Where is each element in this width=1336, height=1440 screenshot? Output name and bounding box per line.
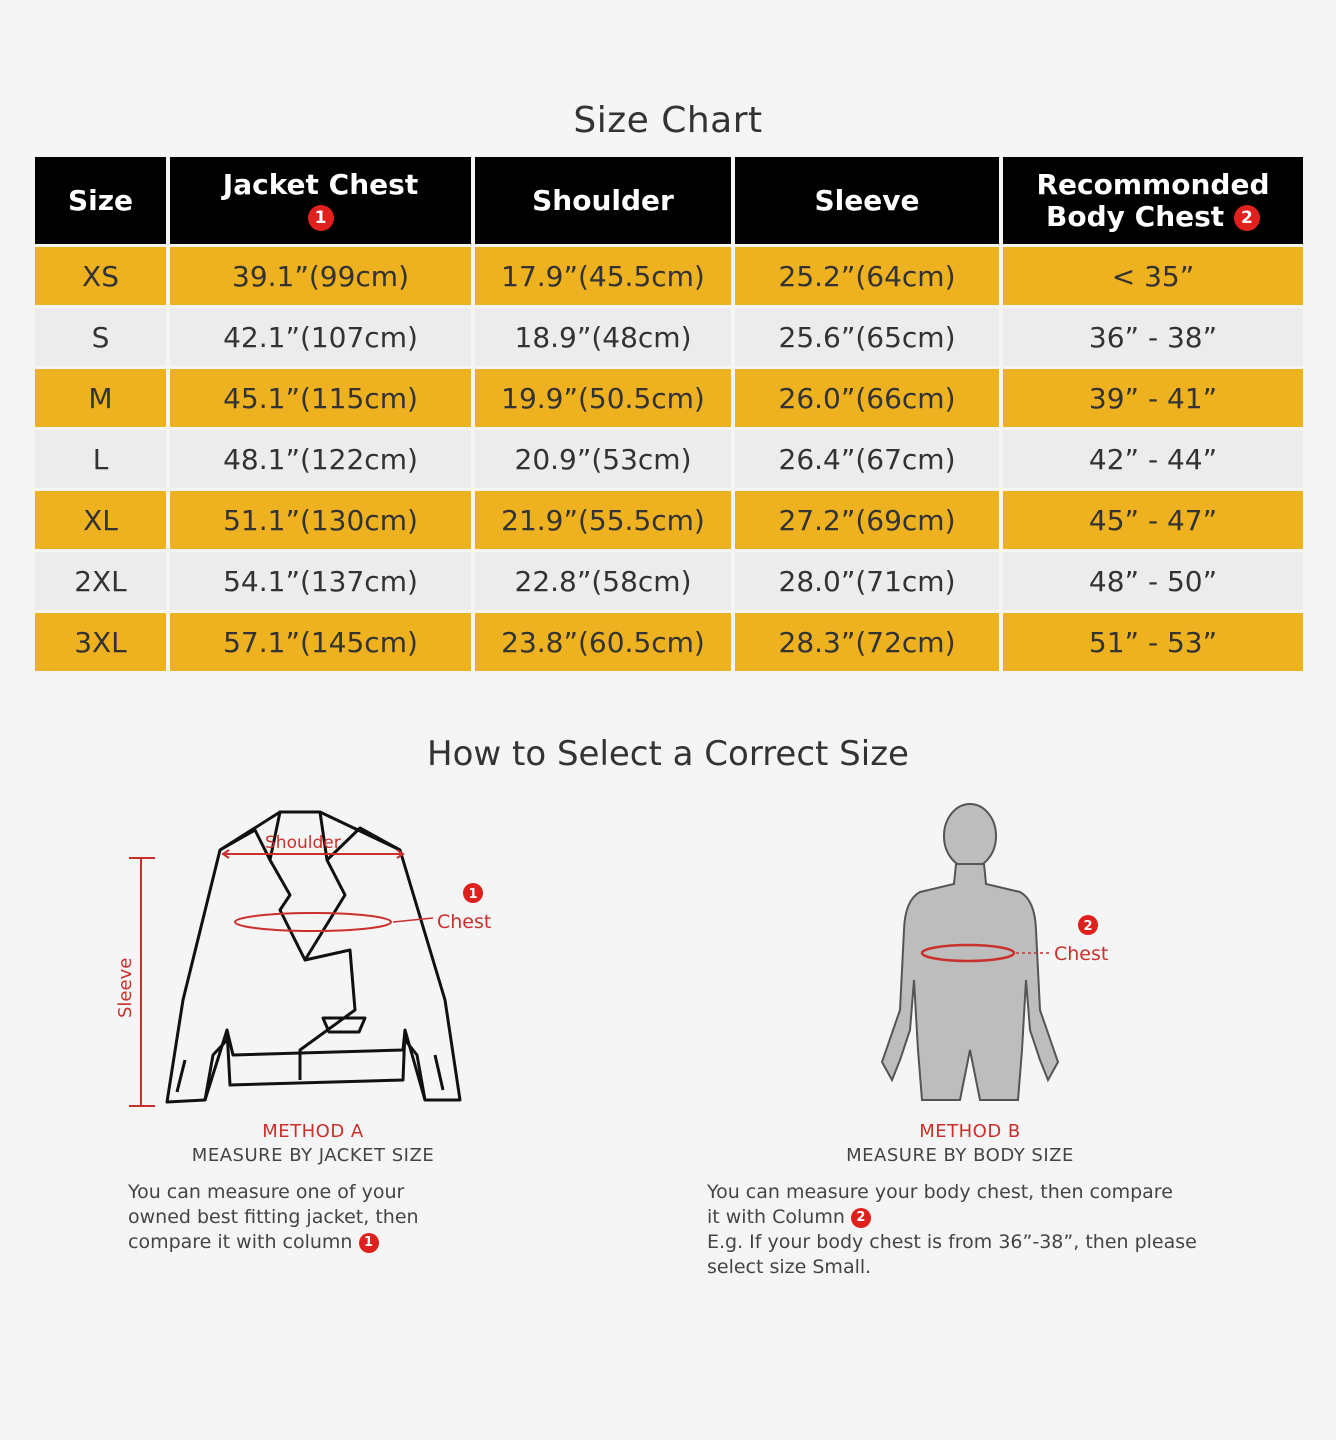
header-shoulder: Shoulder: [473, 157, 733, 246]
jacket-chest-badge-number: 1: [468, 887, 478, 902]
sleeve-cell: 26.0”(66cm): [733, 368, 1001, 429]
method-a-badge: 1: [359, 1233, 379, 1253]
jacket-chest-pointer: [393, 918, 433, 922]
method-b-line2: it with Column: [707, 1206, 845, 1228]
method-a-line1: You can measure one of your: [128, 1181, 405, 1203]
shoulder-cell: 19.9”(50.5cm): [473, 368, 733, 429]
jacket-chest-cell: 54.1”(137cm): [168, 551, 473, 612]
shoulder-cell: 21.9”(55.5cm): [473, 490, 733, 551]
method-a-description: [128, 1180, 488, 1255]
body-chest-cell: 45” - 47”: [1001, 490, 1303, 551]
sleeve-cell: 25.6”(65cm): [733, 307, 1001, 368]
table-row: [35, 246, 1303, 307]
jacket-chest-cell: 51.1”(130cm): [168, 490, 473, 551]
page-title: Size Chart: [573, 100, 763, 141]
human-body-icon: [882, 804, 1058, 1100]
method-b-line3: E.g. If your body chest is from 36”-38”, then please: [707, 1231, 1197, 1253]
size-cell: 3XL: [35, 612, 168, 673]
jacket-chest-cell: 39.1”(99cm): [168, 246, 473, 307]
shoulder-cell: 22.8”(58cm): [473, 551, 733, 612]
table-header-row: [35, 157, 1303, 246]
shoulder-cell: 20.9”(53cm): [473, 429, 733, 490]
header-recommended-line1: Recommonded: [1036, 167, 1270, 201]
body-chest-cell: 36” - 38”: [1001, 307, 1303, 368]
header-size: Size: [35, 157, 168, 246]
jacket-chest-measure: [235, 913, 391, 931]
header-recommended-body-chest: [1001, 157, 1303, 246]
body-chest-label: Chest: [1054, 943, 1109, 965]
method-a-subtitle: MEASURE BY JACKET SIZE: [191, 1145, 435, 1166]
column-2-badge: 2: [1234, 205, 1260, 231]
method-a-line3: compare it with column: [128, 1231, 353, 1253]
size-cell: 2XL: [35, 551, 168, 612]
body-chest-cell: 51” - 53”: [1001, 612, 1303, 673]
sleeve-cell: 28.3”(72cm): [733, 612, 1001, 673]
sleeve-cell: 25.2”(64cm): [733, 246, 1001, 307]
sleeve-cell: 28.0”(71cm): [733, 551, 1001, 612]
shoulder-label: Shoulder: [265, 833, 341, 853]
table-row: [35, 551, 1303, 612]
table-row: [35, 429, 1303, 490]
body-chest-cell: 48” - 50”: [1001, 551, 1303, 612]
column-1-badge: 1: [308, 205, 334, 231]
header-jacket-chest: [168, 157, 473, 246]
shoulder-cell: 23.8”(60.5cm): [473, 612, 733, 673]
size-cell: L: [35, 429, 168, 490]
header-jacket-chest-label: Jacket Chest: [222, 167, 419, 201]
jacket-chest-cell: 48.1”(122cm): [168, 429, 473, 490]
method-b-label: METHOD B: [919, 1121, 1021, 1142]
jacket-chest-cell: 57.1”(145cm): [168, 612, 473, 673]
body-chest-badge-number: 2: [1083, 919, 1093, 934]
jacket-chest-cell: 42.1”(107cm): [168, 307, 473, 368]
table-row: [35, 612, 1303, 673]
sleeve-cell: 26.4”(67cm): [733, 429, 1001, 490]
body-chest-cell: < 35”: [1001, 246, 1303, 307]
guide-title: How to Select a Correct Size: [427, 734, 909, 774]
size-cell: M: [35, 368, 168, 429]
header-sleeve: Sleeve: [733, 157, 1001, 246]
method-b-line4: select size Small.: [707, 1256, 872, 1278]
size-cell: S: [35, 307, 168, 368]
table-row: [35, 368, 1303, 429]
body-chest-cell: 42” - 44”: [1001, 429, 1303, 490]
method-b-subtitle: MEASURE BY BODY SIZE: [846, 1145, 1074, 1166]
sleeve-cell: 27.2”(69cm): [733, 490, 1001, 551]
jacket-chest-cell: 45.1”(115cm): [168, 368, 473, 429]
size-chart-table: [35, 157, 1303, 674]
method-a-label: METHOD A: [262, 1121, 364, 1142]
size-cell: XS: [35, 246, 168, 307]
jacket-diagram: [105, 800, 525, 1120]
method-b-line1: You can measure your body chest, then compare: [707, 1181, 1173, 1203]
method-b-description: [707, 1180, 1267, 1280]
shoulder-cell: 18.9”(48cm): [473, 307, 733, 368]
jacket-chest-label: Chest: [437, 911, 492, 933]
body-diagram: [870, 800, 1170, 1110]
method-a-line2: owned best fitting jacket, then: [128, 1206, 419, 1228]
sleeve-label: Sleeve: [115, 957, 136, 1018]
jacket-outline-icon: [167, 812, 460, 1102]
body-chest-cell: 39” - 41”: [1001, 368, 1303, 429]
header-recommended-line2: Body Chest: [1046, 199, 1225, 233]
table-row: [35, 490, 1303, 551]
size-cell: XL: [35, 490, 168, 551]
table-row: [35, 307, 1303, 368]
shoulder-cell: 17.9”(45.5cm): [473, 246, 733, 307]
method-b-badge: 2: [851, 1208, 871, 1228]
